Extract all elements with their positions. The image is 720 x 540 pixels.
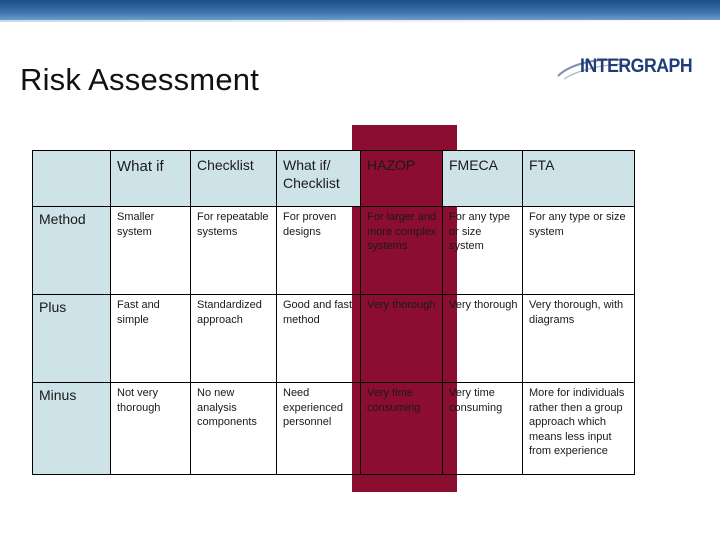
- header-checklist: Checklist: [191, 151, 277, 207]
- table-cell: Fast and simple: [111, 295, 191, 383]
- table-cell: Not very thorough: [111, 383, 191, 475]
- header-fmeca: FMECA: [443, 151, 523, 207]
- row-label-minus: Minus: [33, 383, 111, 475]
- header-what-if: What if: [111, 151, 191, 207]
- row-label-plus: Plus: [33, 295, 111, 383]
- slide-title: Risk Assessment: [20, 62, 260, 97]
- top-banner: [0, 0, 720, 20]
- table-row-method: [33, 207, 635, 295]
- table-cell: For any type or size system: [443, 207, 523, 295]
- table-cell: Standardized approach: [191, 295, 277, 383]
- table-cell: Very thorough: [443, 295, 523, 383]
- table-row-minus: [33, 383, 635, 475]
- table-cell: Very time consuming: [361, 383, 443, 475]
- table-cell: More for individuals rather then a group approach which means less input from experience: [523, 383, 635, 475]
- table-cell: For any type or size system: [523, 207, 635, 295]
- header-corner-cell: [33, 151, 111, 207]
- table-cell: For repeatable systems: [191, 207, 277, 295]
- table-cell: Good and fast method: [277, 295, 361, 383]
- table-cell: No new analysis components: [191, 383, 277, 475]
- intergraph-logo: [556, 52, 704, 84]
- risk-assessment-table: [32, 150, 635, 475]
- header-fta: FTA: [523, 151, 635, 207]
- table-cell: Very thorough, with diagrams: [523, 295, 635, 383]
- table-cell: Need experienced personnel: [277, 383, 361, 475]
- table-row-plus: [33, 295, 635, 383]
- row-label-method: Method: [33, 207, 111, 295]
- table-cell: Very thorough: [361, 295, 443, 383]
- header-hazop: HAZOP: [361, 151, 443, 207]
- table-cell: Very time consuming: [443, 383, 523, 475]
- logo-wordmark: INTERGRAPH: [580, 56, 693, 77]
- table-cell: For larger and more complex systems: [361, 207, 443, 295]
- table-header-row: [33, 151, 635, 207]
- table-cell: For proven designs: [277, 207, 361, 295]
- header-what-if-checklist: What if/ Checklist: [277, 151, 361, 207]
- table-cell: Smaller system: [111, 207, 191, 295]
